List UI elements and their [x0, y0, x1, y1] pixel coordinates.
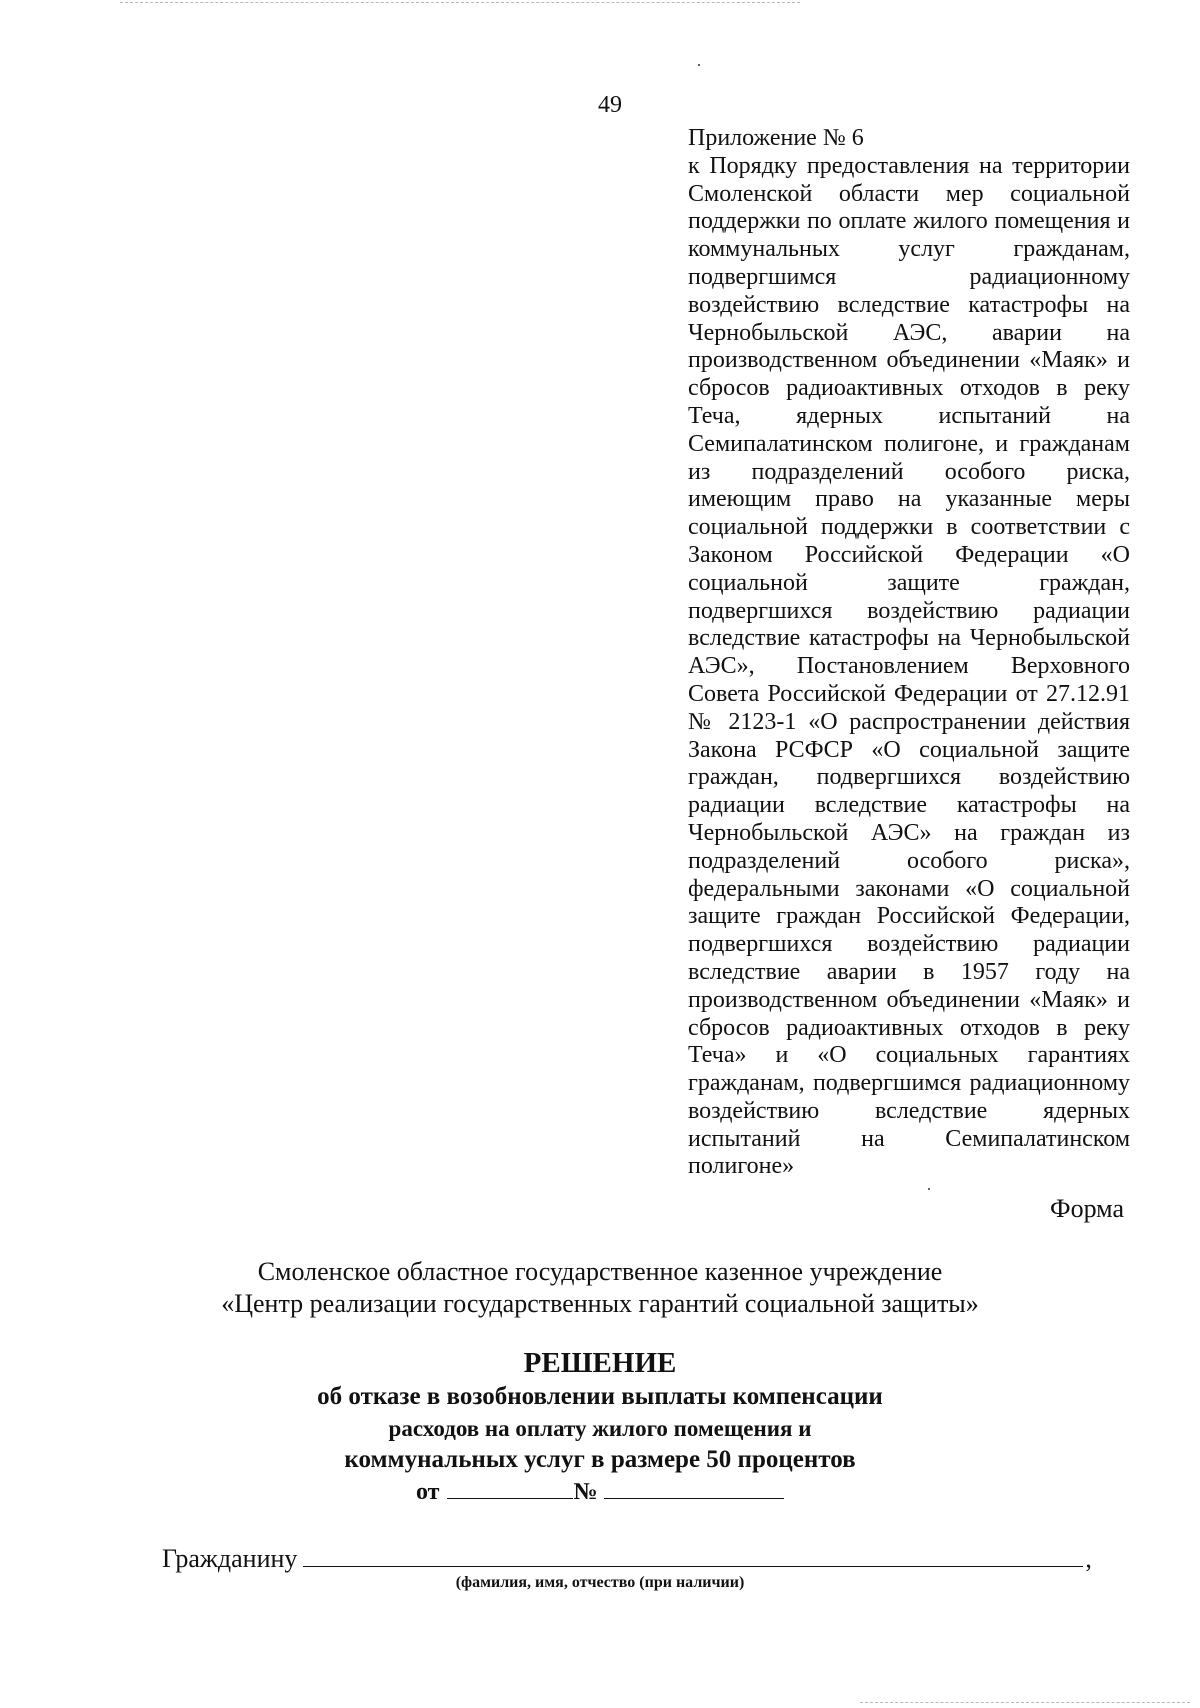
citizen-label: Гражданину	[162, 1544, 298, 1573]
scan-speck	[698, 64, 700, 66]
decision-subtitle-2: расходов на оплату жилого помещения и	[388, 1416, 812, 1441]
citizen-name-hint: (фамилия, имя, отчество (при наличии)	[455, 1574, 745, 1591]
decision-title: РЕШЕНИЕ	[523, 1347, 677, 1379]
scan-speck	[928, 1188, 930, 1190]
organization-line-1: Смоленское областное государственное казенное учреждение	[257, 1257, 943, 1286]
decision-heading	[0, 1346, 1200, 1476]
page-number: 49	[598, 92, 622, 118]
number-sign: №	[573, 1479, 598, 1505]
organization-name	[0, 1256, 1200, 1320]
decision-subtitle-3: коммунальных услуг в размере 50 процентов	[344, 1446, 856, 1473]
decision-date-number-line	[416, 1476, 784, 1506]
date-prefix: от	[416, 1479, 440, 1505]
citizen-line	[162, 1542, 1092, 1574]
number-blank[interactable]	[604, 1476, 784, 1499]
form-label: Форма	[1050, 1194, 1124, 1223]
citizen-name-blank[interactable]	[303, 1542, 1083, 1567]
decision-subtitle-1: об отказе в возобновлении выплаты компенсации	[317, 1383, 883, 1410]
scan-artifact-bottom	[860, 1702, 1190, 1704]
appendix-body: к Порядку предоставления на территории Смоленской области мер социальной поддержки по оплате жилого помещения и коммунальных услуг гражданам, подвергшимся радиационному воздействию вследствие катастрофы на Чернобыльской АЭС, аварии на производственном объединении «Маяк» и сбросов радиоактивных отходов в реку Теча, ядерных испытаний на Семипалатинском полигоне, и гражданам из подразделений особого риска, имеющим право на указанные меры социальной поддержки в соответствии с Законом Российской Федерации «О социальной защите граждан, подвергшихся воздействию радиации вследствие катастрофы на Чернобыльской АЭС», Постановлением Верховного Совета Российской Федерации от 27.12.91 № 2123-1 «О распространении действия Закона РСФСР «О социальной защите граждан, подвергшихся воздействию радиации вследствие катастрофы на Чернобыльской АЭС» на граждан из подразделений особого риска», федеральными законами «О социальной защите граждан Российской Федерации, подвергшихся воздействию радиации вследствие аварии в 1957 году на производственном объединении «Маяк» и сбросов радиоактивных отходов в реку Теча» и «О социальных гарантиях гражданам, подвергшимся радиационному воздействию вследствие ядерных испытаний на Семипалатинском полигоне»	[688, 152, 1130, 1180]
appendix-block	[688, 125, 1130, 1181]
scan-artifact-top	[120, 2, 800, 4]
citizen-comma: ,	[1085, 1544, 1092, 1573]
organization-line-2: «Центр реализации государственных гарантий социальной защиты»	[221, 1289, 979, 1318]
date-blank[interactable]	[447, 1476, 573, 1499]
appendix-title: Приложение № 6	[688, 125, 864, 151]
